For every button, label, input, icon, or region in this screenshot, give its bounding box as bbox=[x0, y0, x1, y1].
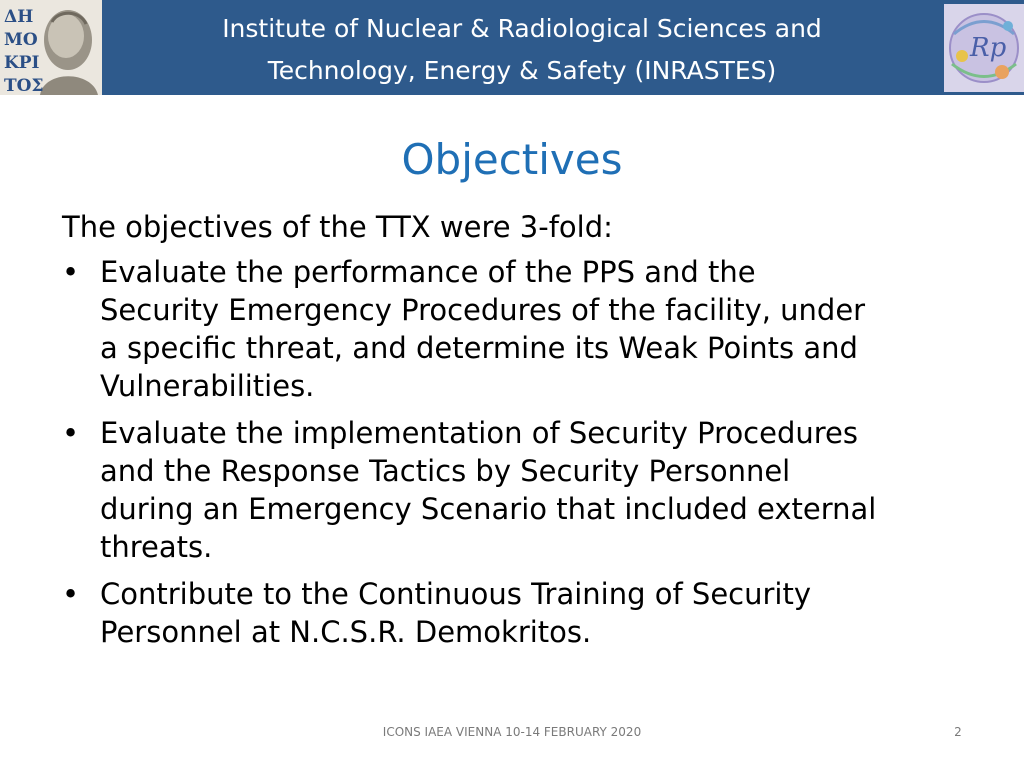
inrastes-logo-icon bbox=[944, 4, 1024, 92]
bullet-line: Evaluate the performance of the PPS and the bbox=[100, 255, 756, 289]
bullet-line: during an Emergency Scenario that included external bbox=[100, 492, 877, 526]
svg-text:ΔΗ: ΔΗ bbox=[4, 7, 34, 27]
svg-text:ΤΟΣ: ΤΟΣ bbox=[4, 76, 44, 95]
bullet-line: Security Emergency Procedures of the facility, under bbox=[100, 293, 866, 327]
bullet-line: Personnel at N.C.S.R. Demokritos. bbox=[100, 615, 592, 649]
bullet-line: a specific threat, and determine its Weak Points and bbox=[100, 331, 858, 365]
bullet-text bbox=[100, 575, 982, 651]
svg-text:Rp: Rp bbox=[970, 33, 1007, 63]
bullet-text bbox=[100, 253, 982, 405]
bullet-icon: • bbox=[62, 577, 80, 611]
header-title-line-1: Institute of Nuclear & Radiological Sciences and bbox=[222, 14, 822, 43]
svg-text:ΚΡΙ: ΚΡΙ bbox=[4, 53, 40, 73]
bullet-icon: • bbox=[62, 255, 80, 289]
svg-text:ΜΟ: ΜΟ bbox=[4, 30, 38, 50]
bullet-line: Vulnerabilities. bbox=[100, 369, 315, 403]
slide-title: Objectives bbox=[401, 135, 623, 184]
intro-text: The objectives of the TTX were 3-fold: bbox=[62, 210, 613, 244]
demokritos-logo-icon bbox=[0, 0, 102, 95]
bullet-item bbox=[62, 575, 982, 651]
bullet-line: and the Response Tactics by Security Personnel bbox=[100, 454, 791, 488]
bullet-icon: • bbox=[62, 416, 80, 450]
page-number: 2 bbox=[954, 725, 962, 739]
bullet-item bbox=[62, 414, 982, 566]
bullet-text bbox=[100, 414, 982, 566]
slide-body bbox=[62, 208, 982, 660]
header-banner bbox=[0, 0, 1024, 95]
bullet-line: threats. bbox=[100, 530, 213, 564]
footer-text: ICONS IAEA VIENNA 10-14 FEBRUARY 2020 bbox=[382, 725, 642, 739]
bullet-line: Contribute to the Continuous Training of Security bbox=[100, 577, 811, 611]
bullet-line: Evaluate the implementation of Security Procedures bbox=[100, 416, 858, 450]
header-title-line-2: Technology, Energy & Safety (INRASTES) bbox=[267, 56, 777, 85]
header-title bbox=[120, 8, 924, 92]
objectives-list bbox=[62, 253, 982, 651]
bullet-item bbox=[62, 253, 982, 405]
